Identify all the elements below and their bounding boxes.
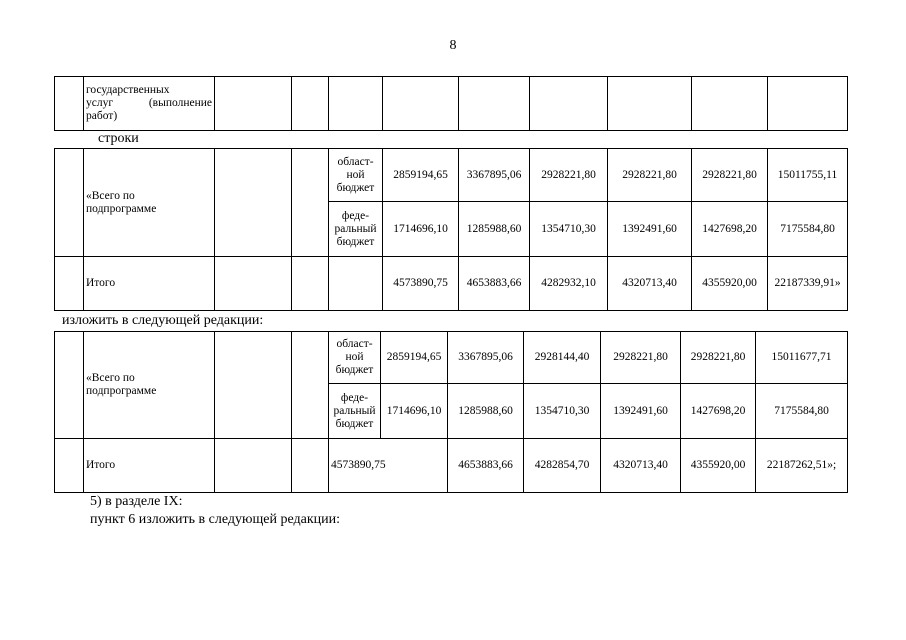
total-value-cell: 4320713,40: [608, 257, 692, 311]
total-label: Итого: [84, 257, 215, 311]
value-cell: 1354710,30: [530, 202, 608, 257]
total-value-cell: 4282854,70: [524, 439, 601, 493]
value-cell: 7175584,80: [756, 384, 848, 439]
value-cell: 15011755,11: [768, 149, 848, 202]
value-cell: 2928221,80: [601, 332, 681, 384]
total-value-cell: 22187339,91»: [768, 257, 848, 311]
value-cell: 3367895,06: [459, 149, 530, 202]
page-number: 8: [449, 38, 457, 53]
value-cell: 1354710,30: [524, 384, 601, 439]
value-cell: 2928221,80: [692, 149, 768, 202]
value-cell: 1285988,60: [459, 202, 530, 257]
table-row-total: [55, 439, 848, 493]
total-value-cell: 4355920,00: [692, 257, 768, 311]
value-cell: 1285988,60: [448, 384, 524, 439]
budget-label-federal: феде- ральный бюджет: [329, 202, 383, 257]
value-cell: 3367895,06: [448, 332, 524, 384]
total-value-cell: 4282932,10: [530, 257, 608, 311]
total-value-cell: 4573890,75: [329, 439, 448, 493]
table-old-version: [54, 148, 848, 311]
total-value-cell: 4355920,00: [681, 439, 756, 493]
row-label-services: государственных услуг (выполнение работ): [84, 77, 215, 131]
value-cell: 2928144,40: [524, 332, 601, 384]
table-row-total: [55, 257, 848, 311]
total-label: Итого: [84, 439, 215, 493]
caption-new-edition: изложить в следующей редакции:: [62, 313, 264, 328]
value-cell: 1392491,60: [601, 384, 681, 439]
total-value-cell: 4320713,40: [601, 439, 681, 493]
value-cell: 1427698,20: [681, 384, 756, 439]
value-cell: 15011677,71: [756, 332, 848, 384]
paragraph-item-6: пункт 6 изложить в следующей редакции:: [90, 512, 340, 527]
value-cell: 2859194,65: [383, 149, 459, 202]
value-cell: 7175584,80: [768, 202, 848, 257]
paragraph-section-ix: 5) в разделе IX:: [90, 494, 183, 509]
value-cell: 1714696,10: [381, 384, 448, 439]
value-cell: 1714696,10: [383, 202, 459, 257]
value-cell: 1427698,20: [692, 202, 768, 257]
row-title-subprogram: «Всего по подпрограмме: [84, 332, 215, 439]
total-value-cell: 4653883,66: [459, 257, 530, 311]
row-title-subprogram: «Всего по подпрограмме: [84, 149, 215, 257]
value-cell: 2928221,80: [530, 149, 608, 202]
table-new-version: [54, 331, 848, 493]
budget-label-regional: област- ной бюджет: [329, 332, 381, 384]
table-top-fragment: [54, 76, 848, 131]
total-value-cell: 4653883,66: [448, 439, 524, 493]
budget-label-federal: феде- ральный бюджет: [329, 384, 381, 439]
total-value-cell: 22187262,51»;: [756, 439, 848, 493]
value-cell: 2928221,80: [681, 332, 756, 384]
table-row: [55, 332, 848, 384]
value-cell: 1392491,60: [608, 202, 692, 257]
value-cell: 2928221,80: [608, 149, 692, 202]
total-value-cell: 4573890,75: [383, 257, 459, 311]
budget-label-regional: област- ной бюджет: [329, 149, 383, 202]
value-cell: 2859194,65: [381, 332, 448, 384]
table-row: [55, 149, 848, 202]
caption-stroki: строки: [98, 131, 139, 146]
